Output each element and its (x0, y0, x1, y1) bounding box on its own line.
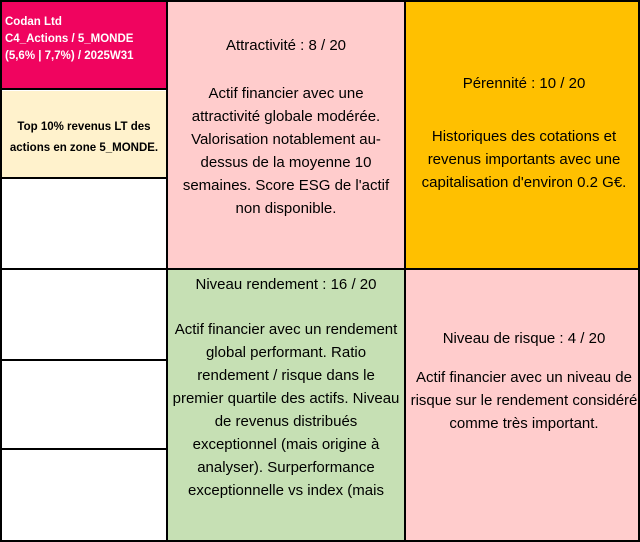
risque-tile (404, 270, 640, 542)
perennite-tile (404, 2, 640, 270)
attractivite-tile (166, 2, 404, 270)
ranking-tag: Top 10% revenus LT des actions en zone 5_MONDE. (9, 121, 159, 154)
attractivite-title: Attractivité : 8 / 20 (225, 37, 347, 54)
empty-cell-3 (2, 361, 166, 450)
risque-description: Actif financier avec un niveau de risque sur le rendement considéré comme très important. (410, 369, 638, 432)
asset-name: Codan Ltd (5, 16, 62, 28)
risque-title: Niveau de risque : 4 / 20 (442, 330, 606, 347)
asset-stats: (5,6% | 7,7%) / 2025W31 (5, 50, 134, 62)
empty-cell-2 (2, 270, 166, 361)
asset-identity-cell (2, 2, 166, 90)
rendement-tile (166, 270, 404, 542)
asset-category: C4_Actions / 5_MONDE (5, 33, 134, 45)
attractivite-description: Actif financier avec une attractivité globale modérée. Valorisation notablement au-dessus de la moyenne 10 semaines. Score ESG de l'actif non disponible. (182, 85, 390, 217)
perennite-description: Historiques des cotations et revenus importants avec une capitalisation d'environ 0.2 G€. (421, 128, 627, 191)
ranking-tag-cell (2, 91, 166, 179)
empty-cell-1 (2, 180, 166, 270)
rendement-title: Niveau rendement : 16 / 20 (195, 276, 377, 293)
rendement-description: Actif financier avec un rendement global performant. Ratio rendement / risque dans le premier quartile des actifs. Niveau de revenus distribués exceptionnel (mais origine à analyser). Surperformance exceptionnelle vs index (mais (172, 321, 400, 499)
perennite-title: Pérennité : 10 / 20 (462, 75, 586, 92)
empty-cell-4 (2, 450, 166, 542)
